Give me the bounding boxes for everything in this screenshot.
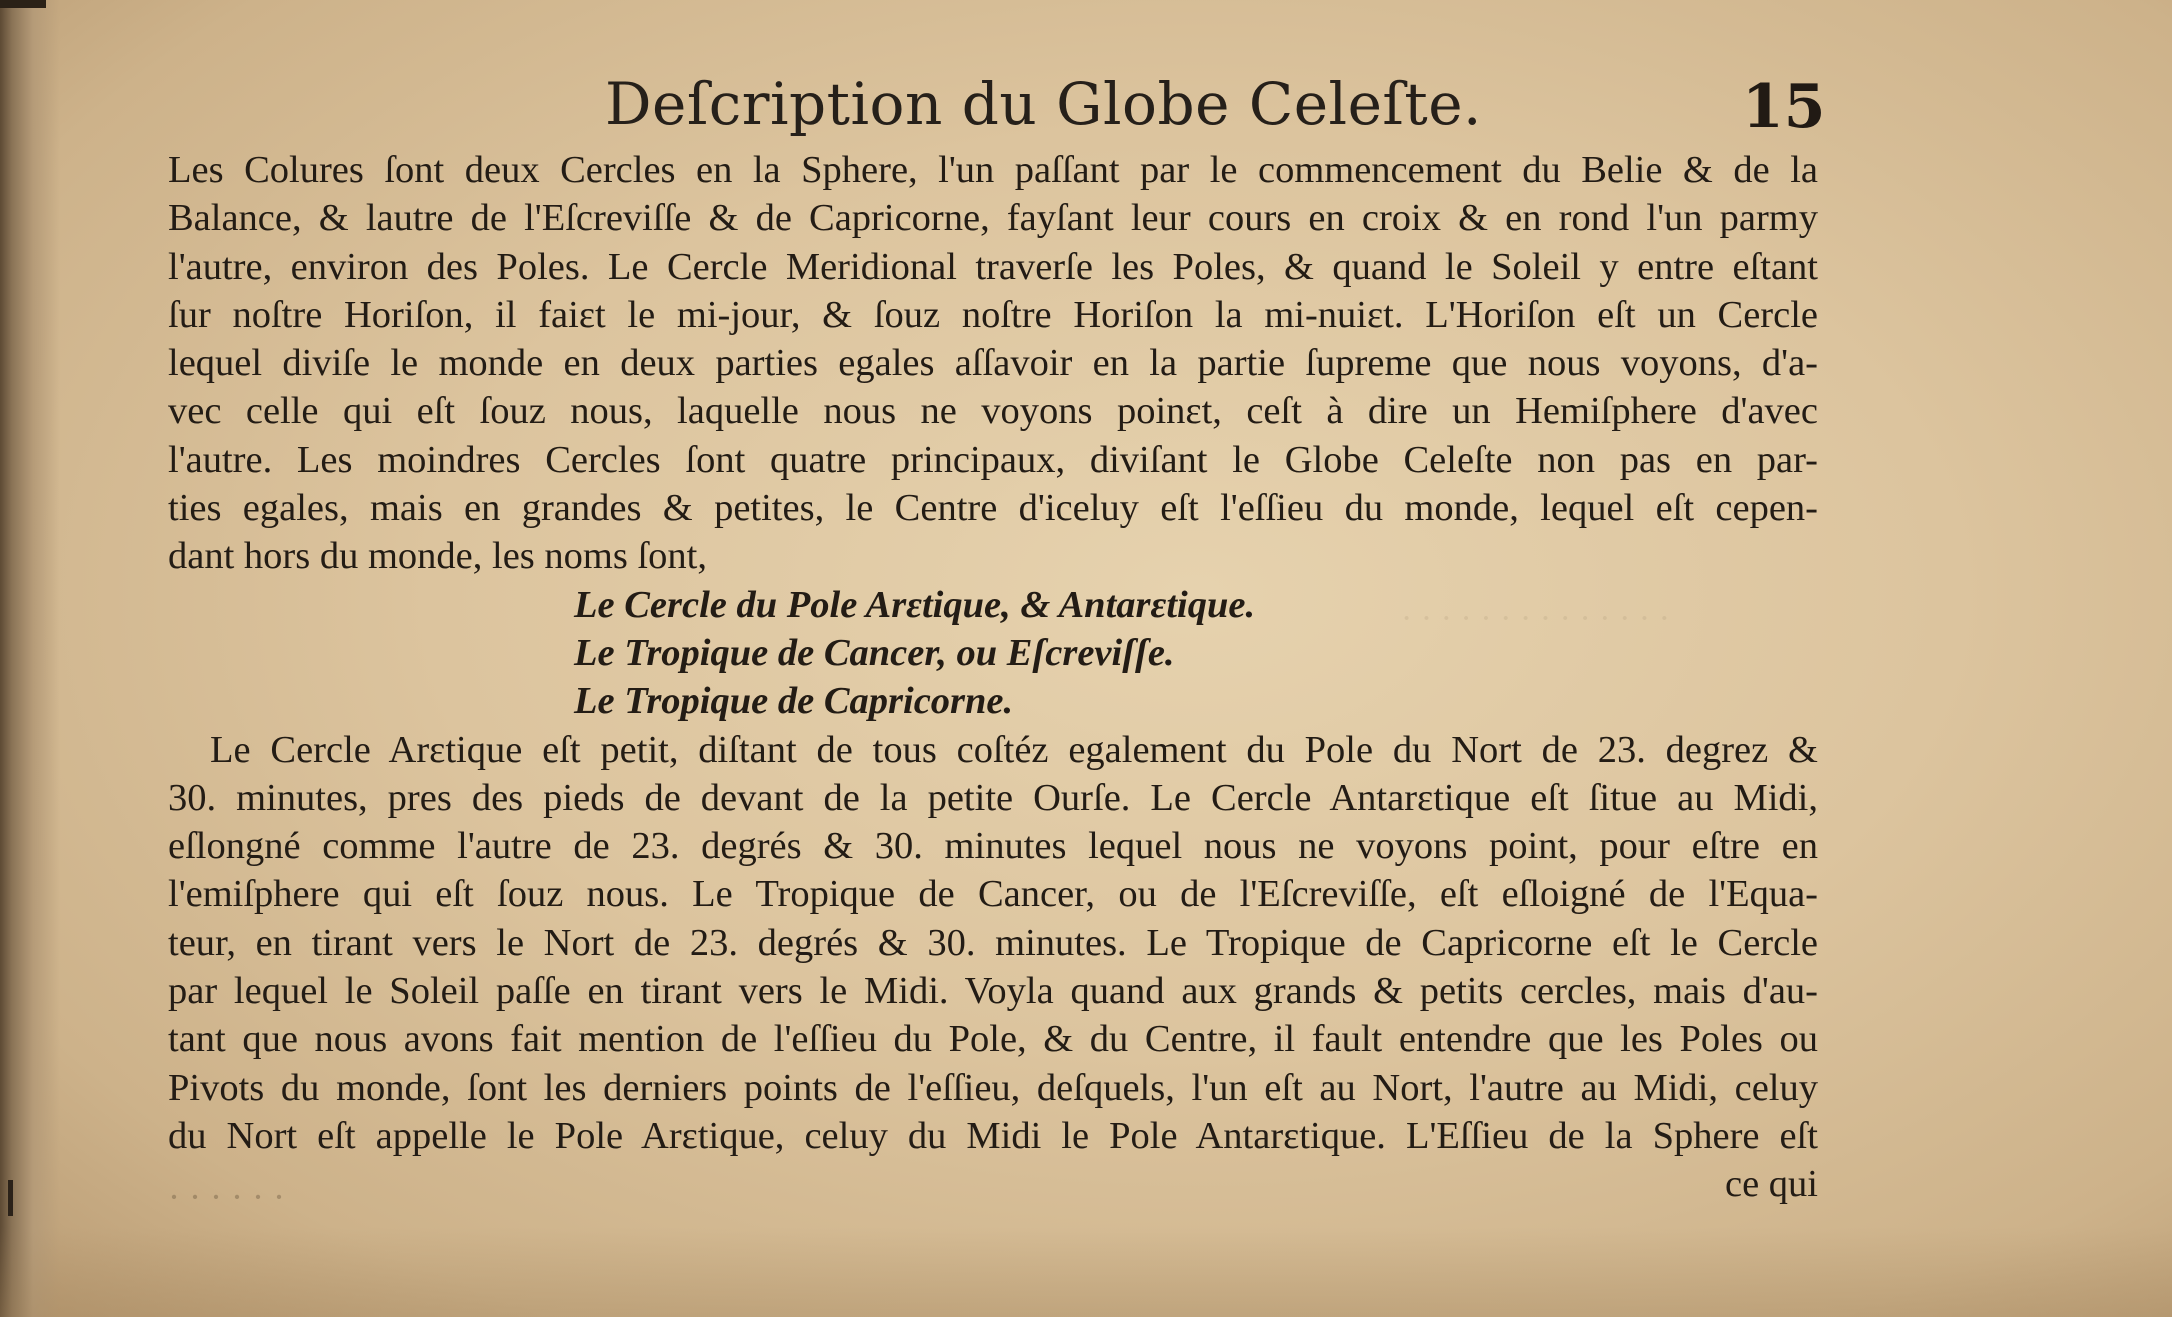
- margin-mark: [8, 1180, 13, 1216]
- text-line: vec celle qui eſt ſouz nous, laquelle nous ne voyons poinɛt, ceſt à dire un Hemiſphere d'avec: [168, 390, 1818, 433]
- binding-gutter-shadow: [0, 0, 60, 1317]
- paragraph-colures: [168, 146, 1818, 581]
- text-line: Le Cercle Arɛtique eſt petit, diſtant de tous coſtéz egalement du Pole du Nort de 23. degrez &: [210, 728, 1818, 771]
- text-line: l'autre, environ des Poles. Le Cercle Meridional traverſe les Poles, & quand le Soleil y entre eſtant: [168, 245, 1818, 288]
- catchword: ce qui: [1725, 1163, 1818, 1206]
- text-line: ſur noſtre Horiſon, il faiɛt le mi-jour, & ſouz noſtre Horiſon la mi-nuiɛt. L'Horiſon eſt un Cercle: [168, 293, 1818, 336]
- corner-mark: [0, 0, 46, 8]
- text-line: 30. minutes, pres des pieds de devant de la petite Ourſe. Le Cercle Antarɛtique eſt ſitue au Midi,: [168, 776, 1818, 819]
- text-line: lequel diviſe le monde en deux parties egales aſſavoir en la partie ſupreme que nous voyons, d'a-: [168, 342, 1818, 385]
- text-line: eſlongné comme l'autre de 23. degrés & 30. minutes lequel nous ne voyons point, pour eſtre en: [168, 825, 1818, 868]
- text-line: l'emiſphere qui eſt ſouz nous. Le Tropique de Cancer, ou de l'Eſcreviſſe, eſt eſloigné de l'Equa-: [168, 873, 1818, 916]
- main-text: [168, 146, 1818, 1209]
- text-line: Balance, & lautre de l'Eſcreviſſe & de Capricorne, fayſant leur cours en croix & en rond l'un parmy: [168, 197, 1818, 240]
- text-line: du Nort eſt appelle le Pole Arɛtique, celuy du Midi le Pole Antarɛtique. L'Eſſieu de la Sphere eſt: [168, 1114, 1818, 1157]
- text-line: dant hors du monde, les noms ſont,: [168, 535, 707, 578]
- text-line: Les Colures ſont deux Cercles en la Sphere, l'un paſſant par le commencement du Belie & de la: [168, 149, 1818, 191]
- text-line: teur, en tirant vers le Nort de 23. degrés & 30. minutes. Le Tropique de Capricorne eſt le Cercle: [168, 921, 1818, 964]
- show-through-text: · · · · · ·: [168, 1177, 285, 1217]
- paragraph-arctic-circle: [168, 726, 1818, 1209]
- circle-name-item: Le Tropique de Capricorne.: [574, 680, 1014, 723]
- running-title: Deſcription du Globe Celeſte.: [605, 70, 1482, 138]
- show-through-text: · · · · · · · · · · · · · ·: [1400, 600, 1670, 637]
- circle-names-list: [168, 581, 1818, 726]
- text-line: tant que nous avons fait mention de l'eſſieu du Pole, & du Centre, il fault entendre que les Poles ou: [168, 1018, 1818, 1061]
- text-line: Pivots du monde, ſont les derniers points de l'eſſieu, deſquels, l'un eſt au Nort, l'autre au Midi, celuy: [168, 1066, 1818, 1109]
- page-number: 15: [1742, 72, 1826, 142]
- page-header: [0, 70, 2172, 150]
- circle-name-item: Le Tropique de Cancer, ou Eſcreviſſe.: [574, 631, 1175, 674]
- paper-stain: [0, 1227, 2172, 1317]
- text-line: par lequel le Soleil paſſe en tirant vers le Midi. Voyla quand aux grands & petits cercles, mais d'au-: [168, 970, 1818, 1013]
- circle-name-item: Le Cercle du Pole Arɛtique, & Antarɛtique.: [574, 583, 1256, 626]
- text-line: ties egales, mais en grandes & petites, le Centre d'iceluy eſt l'eſſieu du monde, lequel eſt cepen-: [168, 487, 1818, 530]
- text-line: l'autre. Les moindres Cercles ſont quatre principaux, diviſant le Globe Celeſte non pas en par-: [168, 438, 1818, 481]
